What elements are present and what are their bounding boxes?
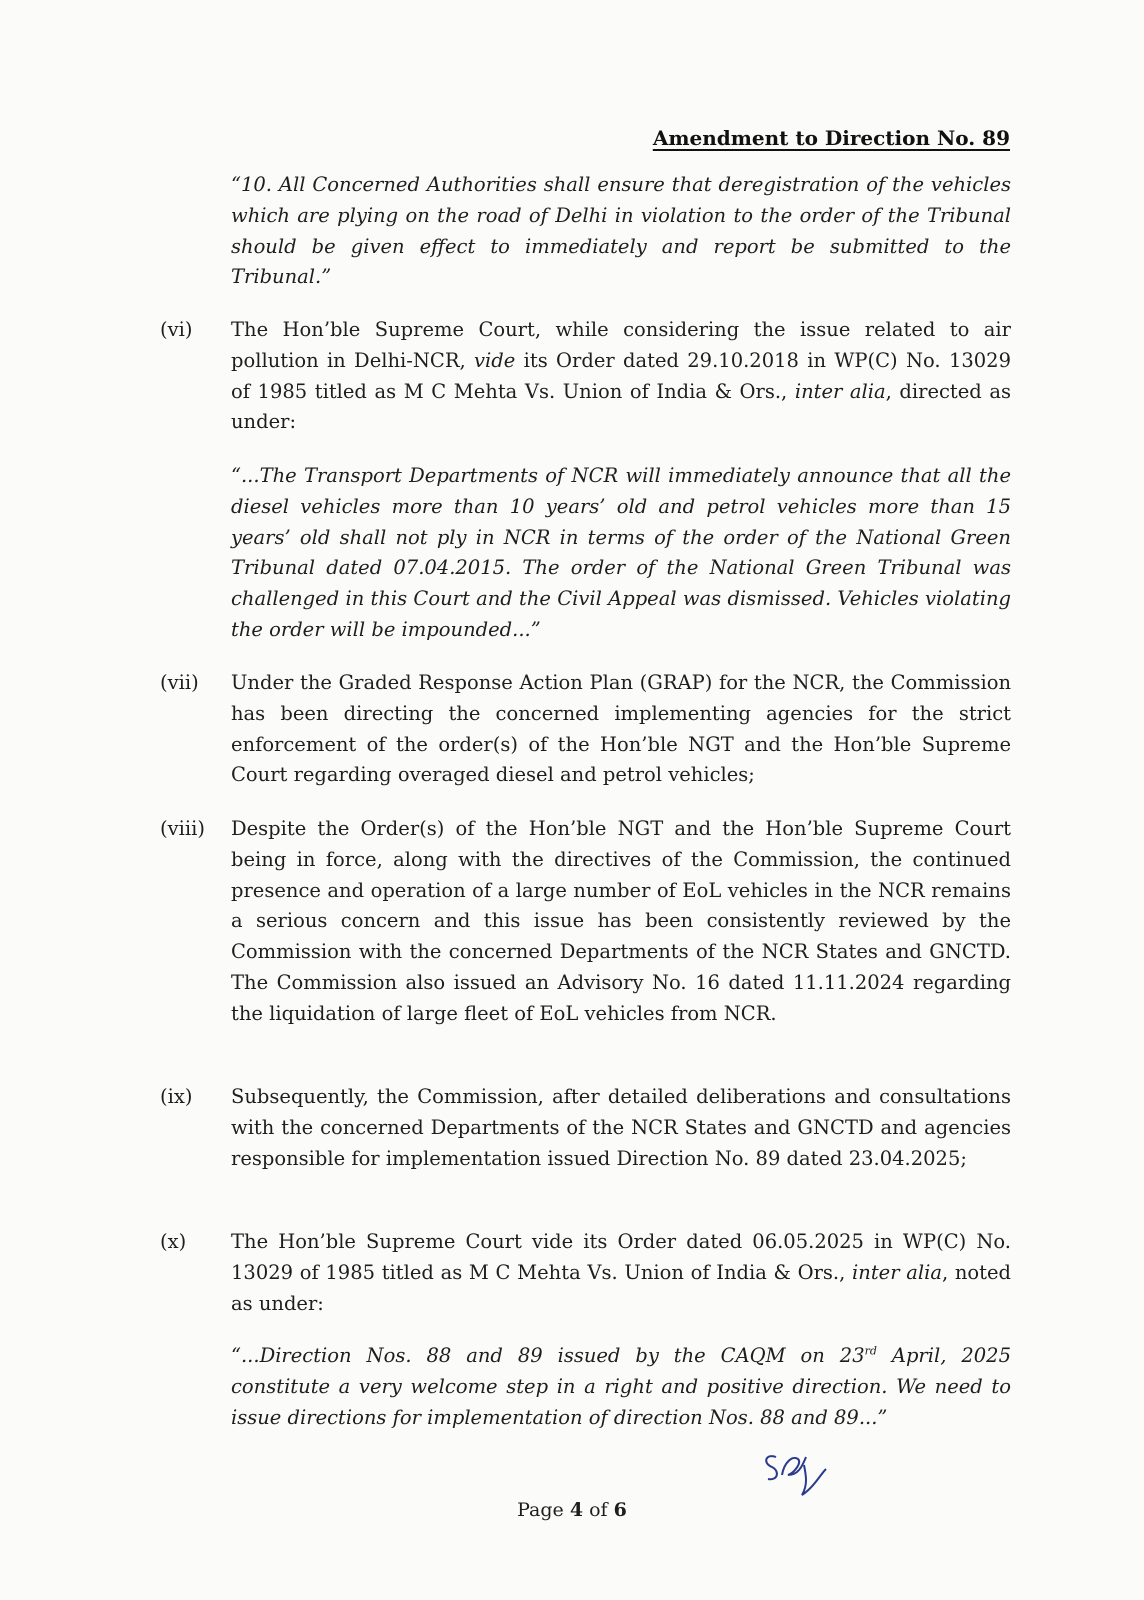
signature-mark [758,1445,830,1501]
item-number-vii: (vii) [160,671,199,694]
item-number-x: (x) [160,1230,187,1253]
document-heading: Amendment to Direction No. 89 [652,126,1010,150]
item-number-ix: (ix) [160,1085,193,1108]
item-text-x: The Hon’ble Supreme Court vide its Order dated 06.05.2025 in WP(C) No. 13029 of 1985 titled as M C Mehta Vs. Union of India & Ors., inter alia, noted as under: [231,1230,1012,1315]
quoted-sc-order-2025: “...Direction Nos. 88 and 89 issued by the CAQM on 23rd April, 2025 constitute a very welcome step in a right and positive direction. We need to issue directions for implementation of direction Nos. 88 and 89...” [231,1344,1011,1429]
total-pages: 6 [613,1499,627,1521]
page-footer: Page 4 of 6 [517,1499,627,1521]
item-text-viii: Despite the Order(s) of the Hon’ble NGT and the Hon’ble Supreme Court being in force, along with the directives of the Commission, the continued presence and operation of a large number of EoL vehicles in the NCR remains a serious concern and this issue has been consistently reviewed by the Commission with the concerned Departments of the NCR States and GNCTD. The Commission also issued an Advisory No. 16 dated 11.11.2024 regarding the liquidation of large fleet of EoL vehicles from NCR. [231,817,1011,1025]
item-text-vi: The Hon’ble Supreme Court, while considering the issue related to air pollution in Delhi-NCR, vide its Order dated 29.10.2018 in WP(C) No. 13029 of 1985 titled as M C Mehta Vs. Union of India & Ors., inter alia, directed as under: [231,318,1011,434]
quoted-sc-order-2018: “...The Transport Departments of NCR will immediately announce that all the diesel vehicles more than 10 years’ old and petrol vehicles more than 15 years’ old shall not ply in NCR in terms of the order of the National Green Tribunal dated 07.04.2015. The order of the National Green Tribunal was challenged in this Court and the Civil Appeal was dismissed. Vehicles violating the order will be impounded...” [231,464,1011,641]
item-text-ix: Subsequently, the Commission, after detailed deliberations and consultations with the concerned Departments of the NCR States and GNCTD and agencies responsible for implementation issued Direction No. 89 dated 23.04.2025; [231,1085,1011,1170]
quoted-direction-10: “10. All Concerned Authorities shall ensure that deregistration of the vehicles which are plying on the road of Delhi in violation to the order of the Tribunal should be given effect to immediately and report be submitted to the Tribunal.” [231,173,1011,289]
item-number-vi: (vi) [160,318,193,341]
current-page-number: 4 [569,1499,584,1521]
item-number-viii: (viii) [160,817,205,840]
item-text-vii: Under the Graded Response Action Plan (GRAP) for the NCR, the Commission has been directing the concerned implementing agencies for the strict enforcement of the order(s) of the Hon’ble NGT and the Hon’ble Supreme Court regarding overaged diesel and petrol vehicles; [231,671,1011,787]
